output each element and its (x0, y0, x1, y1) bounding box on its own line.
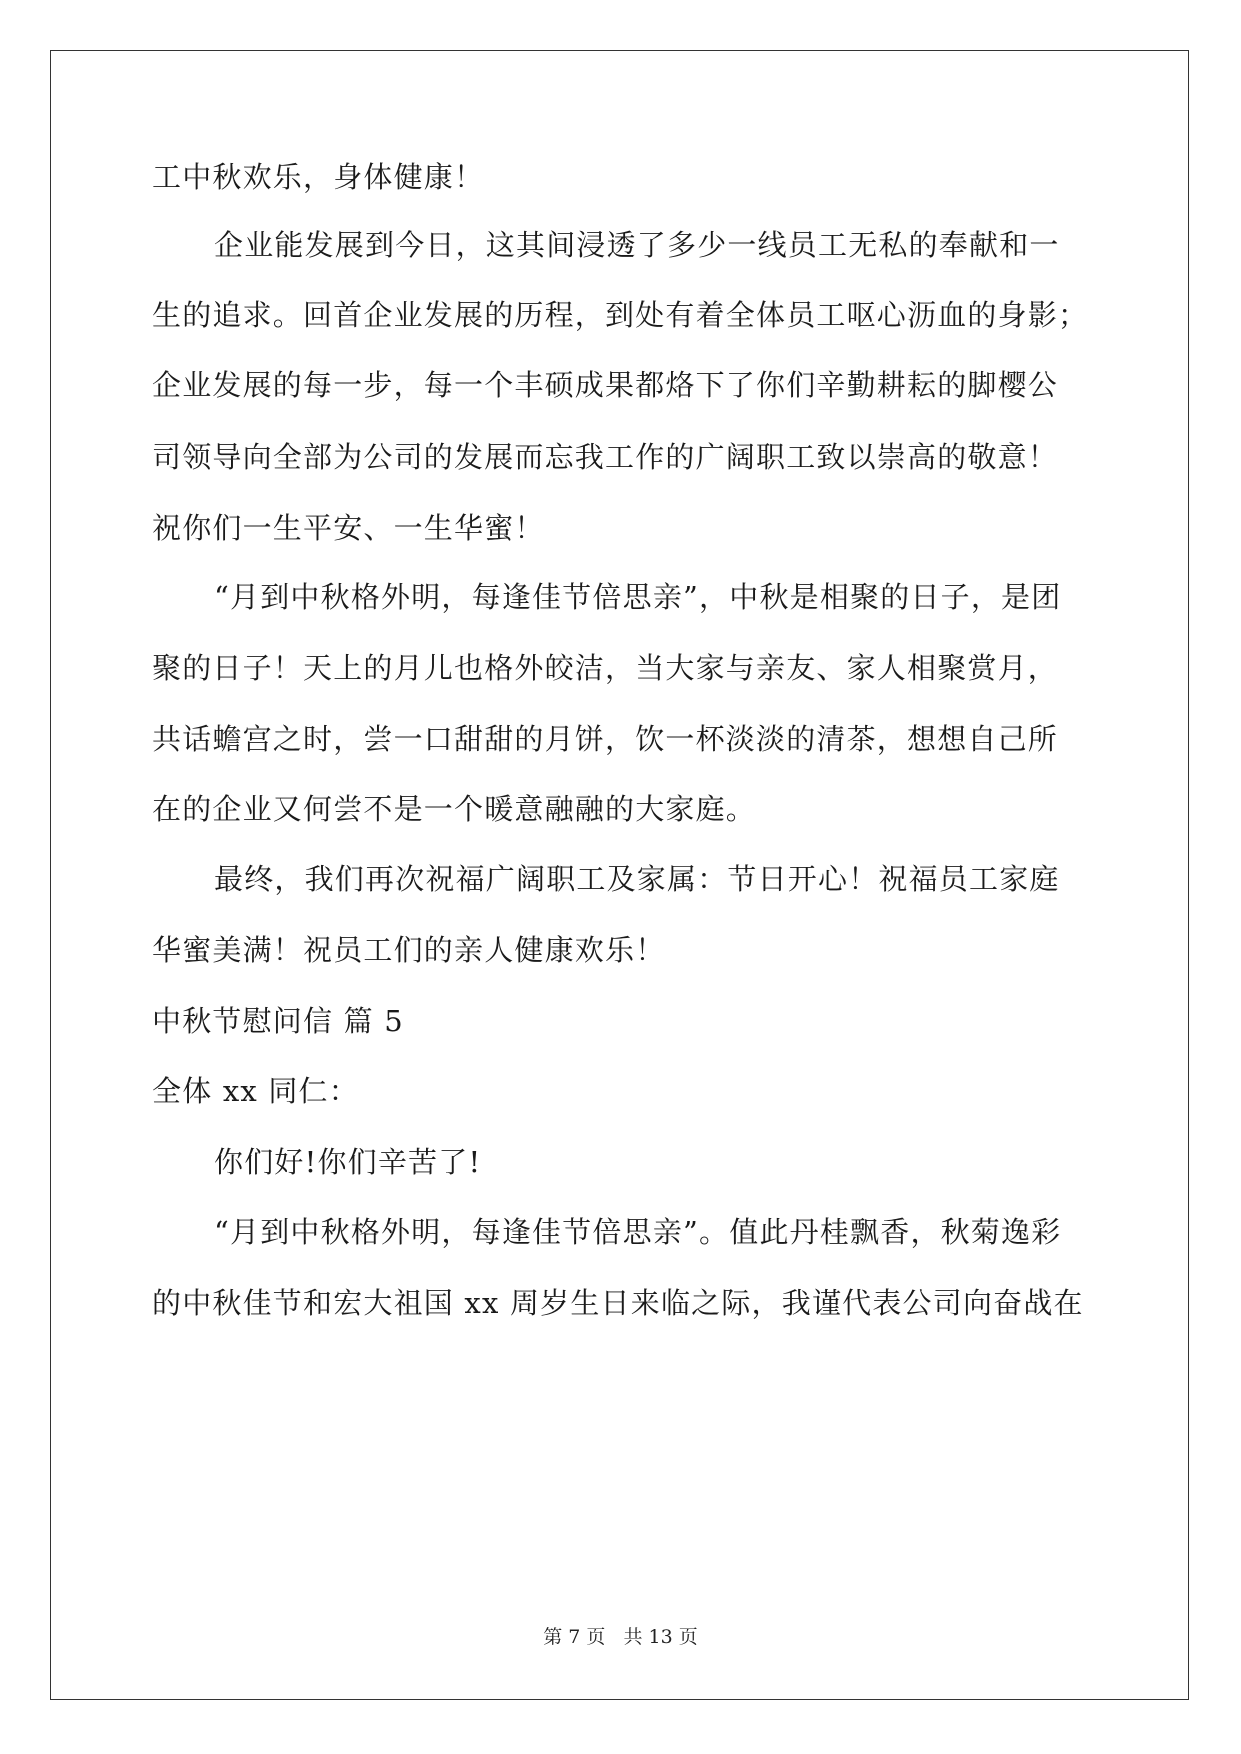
text-line: 的中秋佳节和宏大祖国 xx 周岁生日来临之际，我谨代表公司向奋战在 (152, 1286, 1084, 1320)
page-footer (0, 1625, 1241, 1649)
text-line: 司领导向全部为公司的发展而忘我工作的广阔职工致以崇高的敬意！ (152, 440, 1059, 474)
section-heading: 中秋节慰问信 篇 5 (152, 1004, 404, 1038)
text-line: 共话蟾宫之时，尝一口甜甜的月饼，饮一杯淡淡的清茶，想想自己所 (152, 722, 1059, 756)
text-line: 生的追求。回首企业发展的历程，到处有着全体员工呕心沥血的身影； (152, 298, 1089, 332)
text-line: 在的企业又何尝不是一个暖意融融的大家庭。 (152, 792, 757, 826)
paragraph-first-line: “月到中秋格外明，每逢佳节倍思亲”。值此丹桂飘香，秋菊逸彩 (214, 1215, 1062, 1249)
paragraph-first-line: “月到中秋格外明，每逢佳节倍思亲”，中秋是相聚的日子，是团 (214, 580, 1062, 614)
greeting-line: 你们好!你们辛苦了! (214, 1145, 482, 1179)
salutation: 全体 xx 同仁： (152, 1074, 359, 1108)
paragraph-first-line: 最终，我们再次祝福广阔职工及家属：节日开心！祝福员工家庭 (214, 862, 1060, 896)
paragraph-first-line: 企业能发展到今日，这其间浸透了多少一线员工无私的奉献和一 (214, 228, 1060, 262)
page-total: 共 13 页 (623, 1626, 698, 1648)
text-line: 华蜜美满！祝员工们的亲人健康欢乐！ (152, 933, 666, 967)
text-line: 聚的日子！天上的月儿也格外皎洁，当大家与亲友、家人相聚赏月， (152, 651, 1059, 685)
text-line: 企业发展的每一步，每一个丰硕成果都烙下了你们辛勤耕耘的脚樱公 (152, 368, 1059, 402)
text-line: 祝你们一生平安、一生华蜜！ (152, 511, 545, 545)
page-number: 第 7 页 (543, 1626, 606, 1648)
text-line: 工中秋欢乐，身体健康！ (152, 160, 485, 194)
